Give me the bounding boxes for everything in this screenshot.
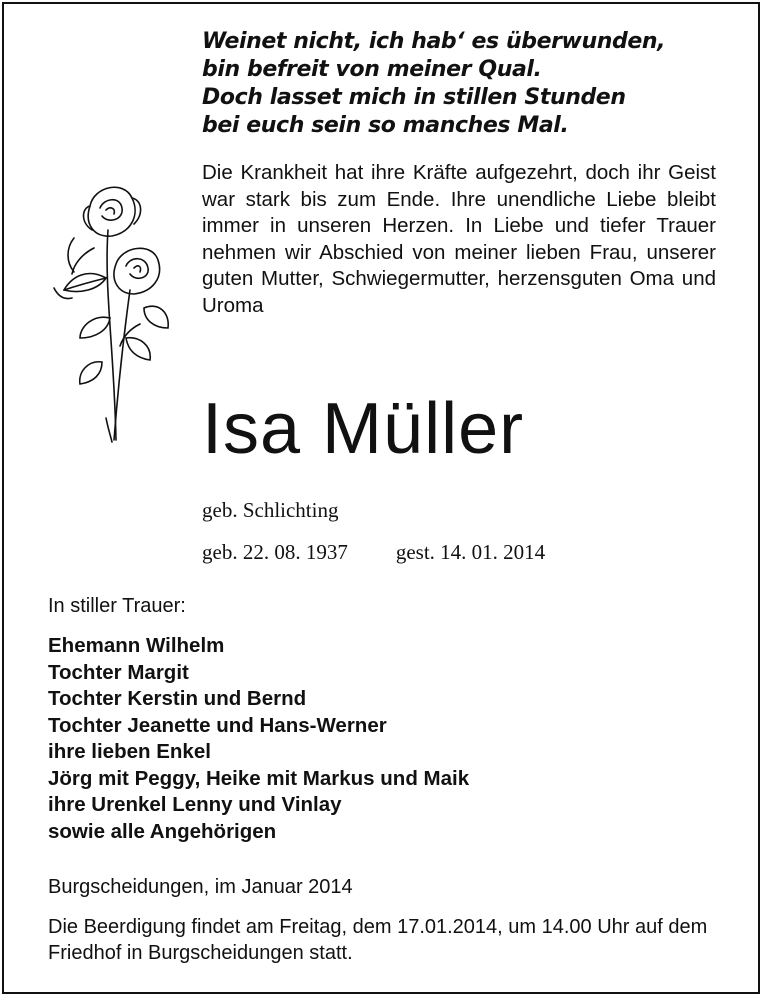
list-item: Tochter Jeanette und Hans-Werner <box>48 713 387 737</box>
poem-line: Doch lasset mich in stillen Stunden <box>202 85 626 110</box>
birth-date: geb. 22. 08. 1937 <box>202 540 348 564</box>
poem-verse <box>202 28 742 140</box>
poem-line: bei euch sein so manches Mal. <box>202 113 569 138</box>
list-item: Jörg mit Peggy, Heike mit Markus und Maik <box>48 766 470 790</box>
rose-icon <box>44 178 174 448</box>
deceased-name: Isa Müller <box>202 389 525 469</box>
maiden-name: geb. Schlichting <box>202 498 339 522</box>
poem-line: bin befreit von meiner Qual. <box>202 57 542 82</box>
list-item: sowie alle Angehörigen <box>48 819 277 843</box>
list-item: ihre lieben Enkel <box>48 740 211 763</box>
notice-border <box>2 2 760 994</box>
intro-text: Die Krankheit hat ihre Kräfte aufgezehrt, doch ihr Geist war stark bis zum Ende. Ihre unendliche Liebe bleibt immer in unseren Herzen. In Liebe und tiefer Trauer nehmen wir Abschied von meiner lieben Frau, unserer guten Mutter, Schwiegermutter, herzensguten Oma und Uroma <box>202 161 716 317</box>
list-item: Tochter Kerstin und Bernd <box>48 687 307 710</box>
death-date: gest. 14. 01. 2014 <box>395 540 546 564</box>
place-date: Burgscheidungen, im Januar 2014 <box>48 876 353 898</box>
family-list <box>48 633 469 845</box>
list-item: Tochter Margit <box>48 660 189 684</box>
list-item: Ehemann Wilhelm <box>48 634 225 657</box>
poem-line: Weinet nicht, ich hab‘ es überwunden, <box>202 29 666 54</box>
funeral-info: Die Beerdigung findet am Freitag, dem 17.01.2014, um 14.00 Uhr auf dem Friedhof in Burgscheidungen statt. <box>48 916 708 964</box>
mourning-label: In stiller Trauer: <box>48 595 186 617</box>
list-item: ihre Urenkel Lenny und Vinlay <box>48 793 342 816</box>
life-dates <box>202 538 545 566</box>
